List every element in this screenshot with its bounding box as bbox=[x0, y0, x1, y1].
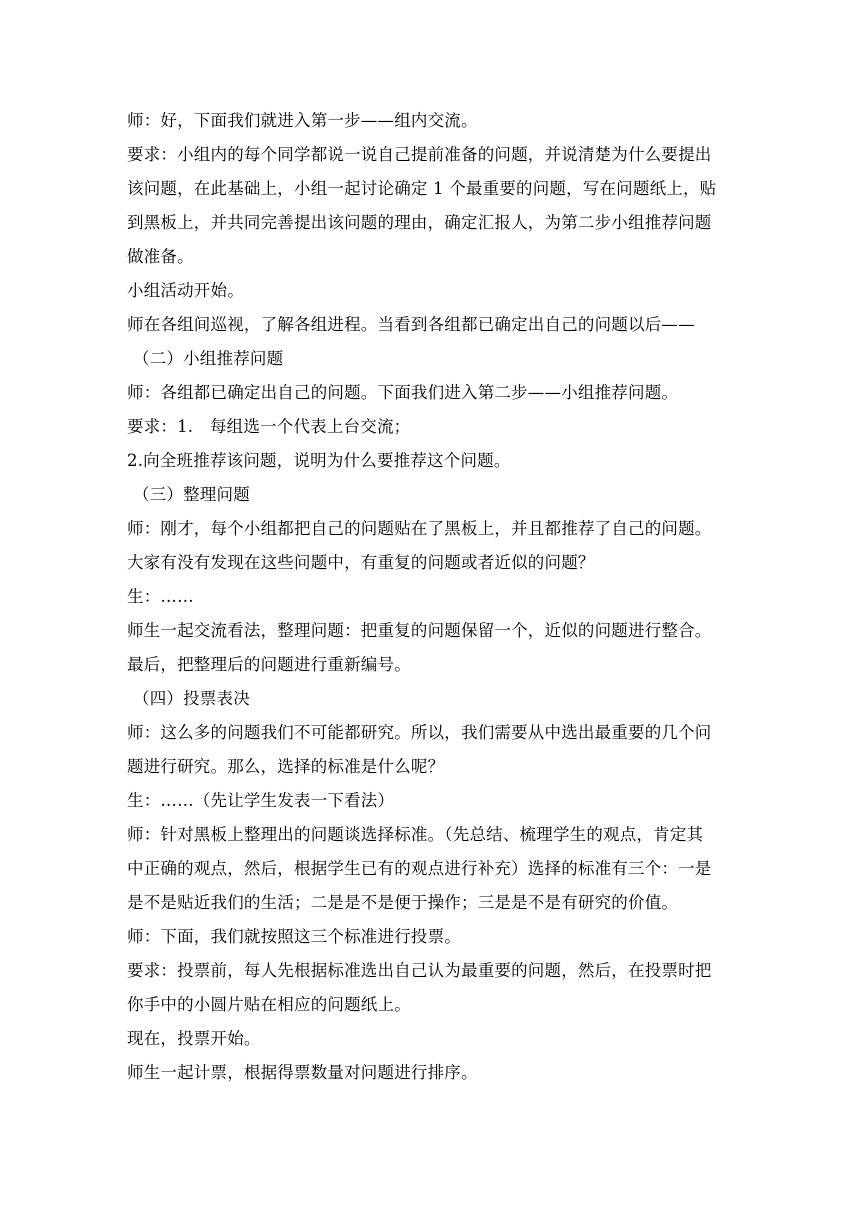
paragraph-line: 生：……（先让学生发表一下看法） bbox=[127, 791, 395, 810]
paragraph-line: 最后，把整理后的问题进行重新编号。 bbox=[127, 655, 411, 674]
paragraph-line: 师：下面，我们就按照这三个标准进行投票。 bbox=[127, 927, 461, 946]
paragraph-line: 师生一起交流看法，整理问题：把重复的问题保留一个，近似的问题进行整合。 bbox=[127, 621, 712, 640]
paragraph-line: 到黑板上，并共同完善提出该问题的理由，确定汇报人，为第二步小组推荐问题 bbox=[127, 213, 712, 232]
section-heading: （三）整理问题 bbox=[133, 485, 250, 504]
paragraph-line: 该问题，在此基础上，小组一起讨论确定 1 个最重要的问题，写在问题纸上，贴 bbox=[127, 179, 717, 198]
paragraph-line: 师：针对黑板上整理出的问题谈选择标准。（先总结、梳理学生的观点，肯定其 bbox=[127, 825, 704, 844]
paragraph-line: 要求：投票前，每人先根据标准选出自己认为最重要的问题，然后，在投票时把 bbox=[127, 961, 712, 980]
paragraph-line: 要求：小组内的每个同学都说一说自己提前准备的问题，并说清楚为什么要提出 bbox=[127, 145, 712, 164]
paragraph-line: 你手中的小圆片贴在相应的问题纸上。 bbox=[127, 995, 411, 1014]
paragraph-line: 要求：1. 每组选一个代表上台交流； bbox=[127, 417, 411, 436]
paragraph-line: 2.向全班推荐该问题，说明为什么要推荐这个问题。 bbox=[127, 451, 511, 470]
paragraph-line: 师在各组间巡视，了解各组进程。当看到各组都已确定出自己的问题以后—— bbox=[127, 315, 695, 334]
paragraph-line: 现在，投票开始。 bbox=[127, 1029, 261, 1048]
paragraph-line: 做准备。 bbox=[127, 247, 194, 266]
paragraph-line: 小组活动开始。 bbox=[127, 281, 244, 300]
paragraph-line: 师：好，下面我们就进入第一步——组内交流。 bbox=[127, 111, 478, 130]
paragraph-line: 中正确的观点，然后，根据学生已有的观点进行补充）选择的标准有三个：一是 bbox=[127, 859, 712, 878]
section-heading: （四）投票表决 bbox=[133, 689, 250, 708]
paragraph-line: 是不是贴近我们的生活；二是是不是便于操作；三是是不是有研究的价值。 bbox=[127, 893, 679, 912]
section-heading: （二）小组推荐问题 bbox=[133, 349, 284, 368]
paragraph-line: 师：这么多的问题我们不可能都研究。所以，我们需要从中选出最重要的几个问 bbox=[127, 723, 712, 742]
paragraph-line: 师生一起计票，根据得票数量对问题进行排序。 bbox=[127, 1063, 478, 1082]
paragraph-line: 大家有没有发现在这些问题中，有重复的问题或者近似的问题？ bbox=[127, 553, 595, 572]
paragraph-line: 师：各组都已确定出自己的问题。下面我们进入第二步——小组推荐问题。 bbox=[127, 383, 679, 402]
paragraph-line: 生：…… bbox=[127, 587, 194, 606]
paragraph-line: 题进行研究。那么，选择的标准是什么呢？ bbox=[127, 757, 445, 776]
paragraph-line: 师：刚才，每个小组都把自己的问题贴在了黑板上，并且都推荐了自己的问题。 bbox=[127, 519, 712, 538]
